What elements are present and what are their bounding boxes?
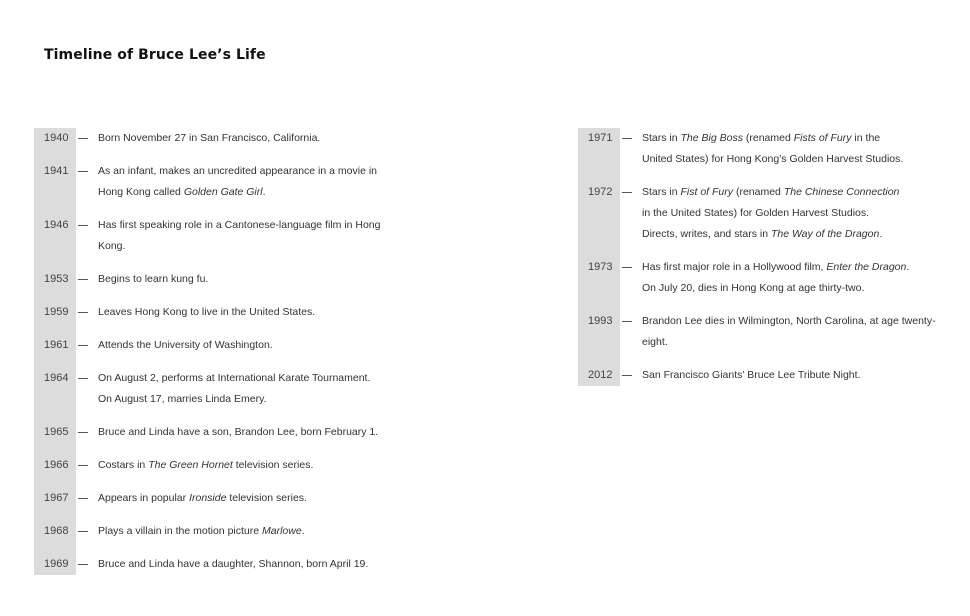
title-italic: Marlowe <box>262 525 302 537</box>
timeline-description <box>98 368 381 410</box>
timeline-description <box>98 161 381 203</box>
description-line <box>98 554 381 575</box>
timeline-description <box>98 302 381 323</box>
text-segment: Stars in <box>642 186 681 198</box>
timeline-year: 1964 <box>44 372 69 384</box>
timeline-year: 1959 <box>44 306 69 318</box>
description-line <box>98 368 381 389</box>
text-segment: Bruce and Linda have a son, Brandon Lee, born February 1. <box>98 426 379 438</box>
timeline-year: 1973 <box>588 261 613 273</box>
title-italic: The Big Boss <box>680 132 743 144</box>
text-segment: television series. <box>232 459 314 471</box>
description-line <box>98 236 381 257</box>
timeline-year: 1971 <box>588 132 613 144</box>
text-segment: Leaves Hong Kong to live in the United States. <box>98 306 316 318</box>
text-segment: eight. <box>642 336 668 348</box>
timeline-year: 1953 <box>44 273 69 285</box>
title-italic: Enter the Dragon <box>826 261 907 273</box>
text-segment: Directs, writes, and stars in <box>642 228 771 240</box>
text-segment: Appears in popular <box>98 492 190 504</box>
dash-separator <box>78 138 88 139</box>
title-italic: Golden Gate Girl <box>183 186 263 198</box>
title-italic: Fist of Fury <box>680 186 734 198</box>
timeline-entry <box>34 215 381 257</box>
timeline-description <box>98 335 381 356</box>
timeline-description <box>98 128 381 149</box>
timeline-entry <box>34 302 381 323</box>
text-segment: Plays a villain in the motion picture <box>98 525 262 537</box>
dash-separator <box>622 375 632 376</box>
text-segment: Stars in <box>642 132 681 144</box>
timeline-entry <box>34 554 381 575</box>
timeline-entry <box>34 368 381 410</box>
description-line <box>642 224 936 245</box>
timeline-year: 1969 <box>44 558 69 570</box>
timeline-year: 2012 <box>588 369 613 381</box>
timeline-description <box>98 215 381 257</box>
dash-separator <box>78 564 88 565</box>
description-line <box>98 422 381 443</box>
timeline-entry <box>578 182 936 245</box>
timeline-description <box>98 455 381 476</box>
text-segment: . <box>879 228 883 240</box>
description-line <box>642 365 936 386</box>
dash-separator <box>78 171 88 172</box>
description-line <box>98 521 381 542</box>
text-segment: television series. <box>226 492 307 504</box>
title-italic: Fists of Fury <box>793 132 852 144</box>
dash-separator <box>78 498 88 499</box>
text-segment: Has first major role in a Hollywood film, <box>642 261 827 273</box>
description-line <box>98 182 381 203</box>
description-line <box>642 182 936 203</box>
title-italic: The Chinese Connection <box>783 186 900 198</box>
description-line <box>98 389 381 410</box>
text-segment: Kong. <box>98 240 126 252</box>
description-line <box>642 149 936 170</box>
timeline-entry <box>34 335 381 356</box>
description-line <box>642 311 936 332</box>
timeline-description <box>642 311 936 353</box>
dash-separator <box>622 192 632 193</box>
dash-separator <box>78 312 88 313</box>
timeline-right-column <box>578 128 936 386</box>
timeline-year: 1968 <box>44 525 69 537</box>
timeline-description <box>98 554 381 575</box>
timeline-year: 1993 <box>588 315 613 327</box>
dash-separator <box>78 465 88 466</box>
text-segment: in the <box>851 132 881 144</box>
description-line <box>98 455 381 476</box>
description-line <box>98 335 381 356</box>
timeline-year: 1946 <box>44 219 69 231</box>
dash-separator <box>78 432 88 433</box>
timeline-entry <box>578 365 936 386</box>
timeline-description <box>642 257 936 299</box>
text-segment: Brandon Lee dies in Wilmington, North Carolina, at age twenty- <box>642 315 936 327</box>
timeline-description <box>98 488 381 509</box>
timeline-year: 1965 <box>44 426 69 438</box>
description-line <box>98 302 381 323</box>
timeline-year: 1941 <box>44 165 69 177</box>
title-italic: The Green Hornet <box>148 459 233 471</box>
timeline-description <box>642 128 936 170</box>
dash-separator <box>622 267 632 268</box>
dash-separator <box>78 378 88 379</box>
timeline-entry <box>34 455 381 476</box>
text-segment: On July 20, dies in Hong Kong at age thirty-two. <box>642 282 865 294</box>
timeline-entry <box>578 128 936 170</box>
title-italic: Ironside <box>189 492 227 504</box>
timeline-entry <box>578 257 936 299</box>
description-line <box>98 269 381 290</box>
text-segment: (renamed <box>733 186 784 198</box>
timeline-entry <box>34 521 381 542</box>
text-segment: Costars in <box>98 459 149 471</box>
timeline-description <box>98 422 381 443</box>
dash-separator <box>78 225 88 226</box>
dash-separator <box>78 531 88 532</box>
timeline-description <box>98 521 381 542</box>
text-segment: . <box>301 525 305 537</box>
timeline-description <box>642 182 936 245</box>
timeline-description <box>642 365 936 386</box>
text-segment: Attends the University of Washington. <box>98 339 273 351</box>
text-segment: . <box>906 261 910 273</box>
description-line <box>642 203 936 224</box>
timeline-entry <box>34 128 381 149</box>
description-line <box>98 215 381 236</box>
timeline-year: 1967 <box>44 492 69 504</box>
dash-separator <box>78 345 88 346</box>
timeline-year: 1972 <box>588 186 613 198</box>
text-segment: in the United States) for Golden Harvest Studios. <box>642 207 870 219</box>
text-segment: (renamed <box>742 132 794 144</box>
text-segment: United States) for Hong Kong’s Golden Harvest Studios. <box>642 153 904 165</box>
title-italic: The Way of the Dragon <box>770 228 880 240</box>
description-line <box>98 488 381 509</box>
text-segment: . <box>262 186 266 198</box>
dash-separator <box>78 279 88 280</box>
timeline-year: 1966 <box>44 459 69 471</box>
dash-separator <box>622 321 632 322</box>
timeline-entry <box>34 488 381 509</box>
text-segment: Bruce and Linda have a daughter, Shannon, born April 19. <box>98 558 369 570</box>
timeline-entry <box>578 311 936 353</box>
text-segment: San Francisco Giants’ Bruce Lee Tribute Night. <box>642 369 861 381</box>
description-line <box>98 128 381 149</box>
text-segment: On August 2, performs at International Karate Tournament. <box>98 372 371 384</box>
text-segment: Born November 27 in San Francisco, California. <box>98 132 321 144</box>
description-line <box>642 257 936 278</box>
text-segment: On August 17, marries Linda Emery. <box>98 393 267 405</box>
timeline-description <box>98 269 381 290</box>
timeline-entry <box>34 161 381 203</box>
timeline-left-column <box>34 128 381 575</box>
timeline-entry <box>34 422 381 443</box>
text-segment: Begins to learn kung fu. <box>98 273 209 285</box>
description-line <box>98 161 381 182</box>
description-line <box>642 128 936 149</box>
timeline-year: 1940 <box>44 132 69 144</box>
text-segment: As an infant, makes an uncredited appearance in a movie in <box>98 165 378 177</box>
text-segment: Hong Kong called <box>98 186 184 198</box>
description-line <box>642 332 936 353</box>
timeline-entry <box>34 269 381 290</box>
timeline-year: 1961 <box>44 339 69 351</box>
dash-separator <box>622 138 632 139</box>
description-line <box>642 278 936 299</box>
text-segment: Has first speaking role in a Cantonese-language film in Hong <box>98 219 381 231</box>
page-title: Timeline of Bruce Lee’s Life <box>44 47 266 63</box>
